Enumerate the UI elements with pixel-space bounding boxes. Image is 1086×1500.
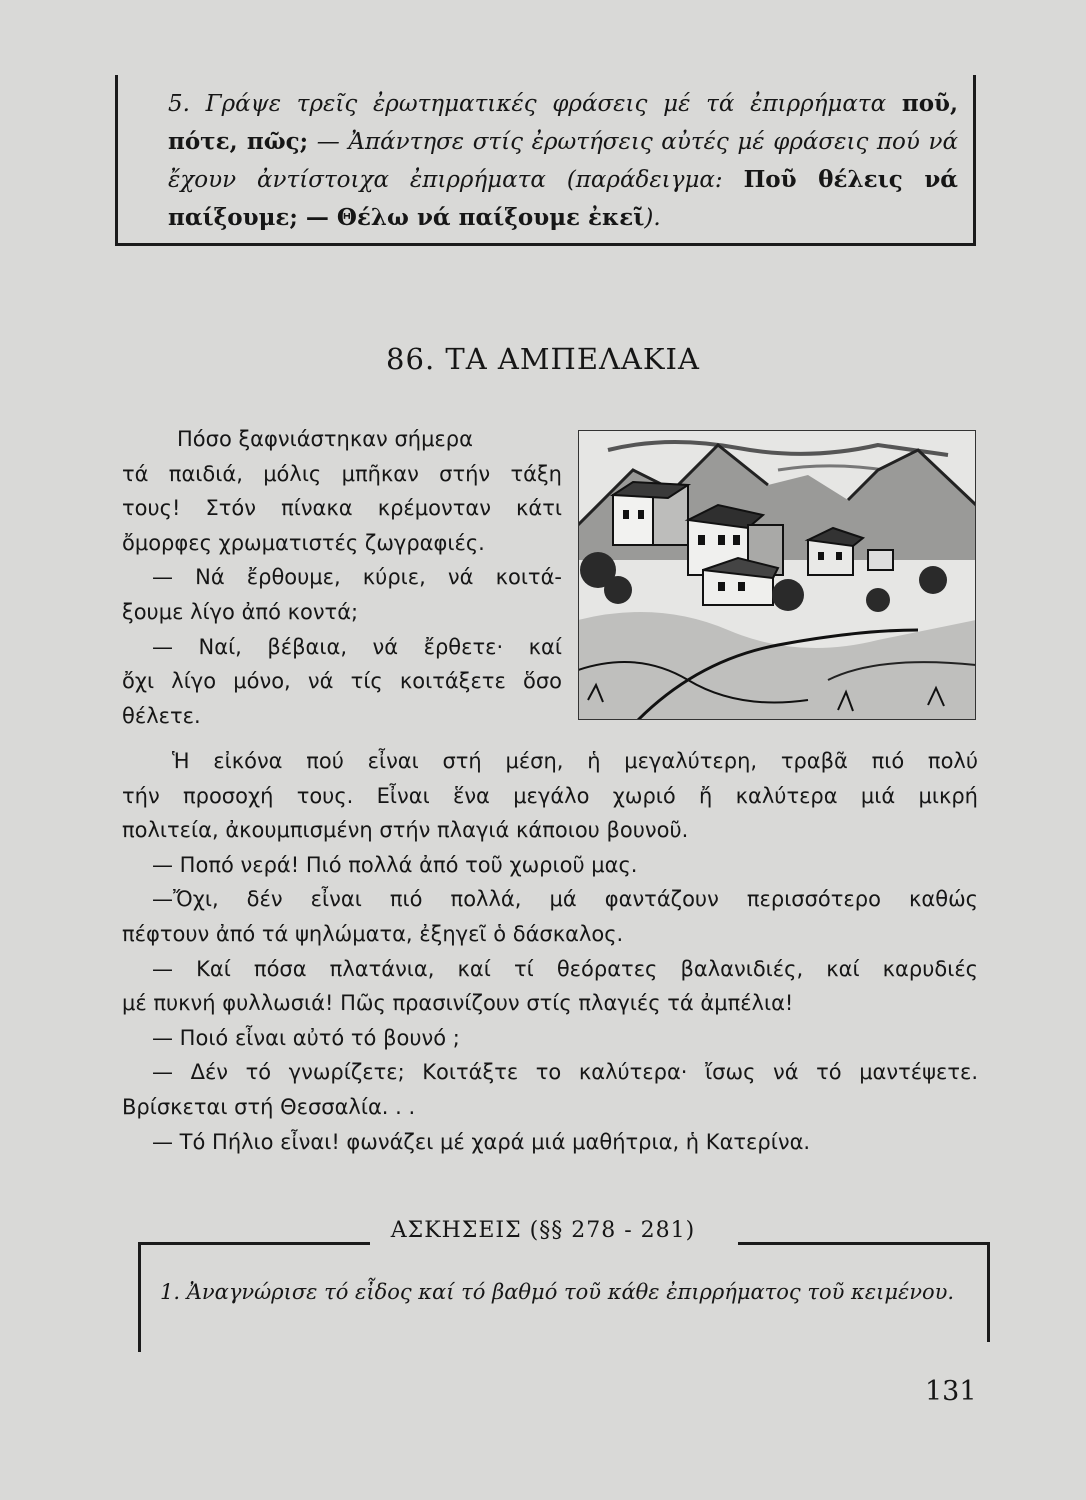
wide-line-5: —Ὄχι, δέν εἶναι πιό πολλά, μά φαντάζουν περισσότερο καθώς: [152, 887, 978, 912]
box-top-right-rule: [738, 1242, 990, 1245]
narrow-text-block: [122, 422, 562, 733]
narrow-line-2: τά παιδιά, μόλις μπῆκαν στήν τάξη: [122, 461, 562, 486]
narrow-line-5: — Νά ἔρθουμε, κύριε, νά κοιτά-: [152, 565, 562, 590]
wide-line-2: τήν προσοχή τους. Εἶναι ἕνα μεγάλο χωριό ἤ καλύτερα μιά μικρή: [122, 783, 978, 808]
box-top-left-rule: [138, 1242, 370, 1245]
exercise-5-part-1: Γράψε τρεῖς ἐρωτηματικές φράσεις μέ τά ἐπιρρήματα: [205, 91, 887, 117]
box-right-rule: [987, 1242, 990, 1342]
exercise-5-bold-2: Ποῦ θέλεις νά παίξουμε; — Θέλω νά παίξουμε ἐκεῖ: [168, 166, 958, 231]
page-number: 131: [925, 1376, 977, 1407]
narrow-line-3: τους! Στόν πίνακα κρέμονταν κάτι: [122, 496, 562, 521]
narrow-line-4: ὄμορφες χρωματιστές ζωγραφιές.: [122, 530, 485, 555]
exercise-5-part-2: — Ἀπάντησε στίς ἐρωτήσεις αὐτές μέ φράσεις πού νά ἔχουν ἀντίστοιχα ἐπιρρήματα (παράδειγμα:: [168, 129, 958, 193]
exercise-5-text: [168, 85, 958, 237]
wide-line-4: — Ποπό νερά! Πιό πολλά ἀπό τοῦ χωριοῦ μας.: [152, 852, 638, 877]
wide-line-8: μέ πυκνή φυλλωσιά! Πῶς πρασινίζουν στίς πλαγιές τά ἀμπέλια!: [122, 991, 794, 1016]
exercise-5-part-3: ).: [644, 205, 661, 231]
exercise-5-bold-1: ποῦ, πότε, πῶς;: [168, 90, 959, 155]
wide-line-3: πολιτεία, ἀκουμπισμένη στήν πλαγιά κάποιου βουνοῦ.: [122, 818, 689, 843]
wide-line-7: — Καί πόσα πλατάνια, καί τί θεόρατες βαλανιδιές, καί καρυδιές: [152, 956, 978, 981]
wide-line-1: Ἡ εἰκόνα πού εἶναι στή μέση, ἡ μεγαλύτερη, τραβᾶ πιό πολύ: [172, 749, 978, 773]
exercise-5-number: 5.: [168, 91, 190, 117]
wide-line-6: πέφτουν ἀπό τά ψηλώματα, ἐξηγεῖ ὁ δάσκαλος.: [122, 921, 624, 946]
exercise-1-box: [138, 1242, 990, 1352]
narrow-line-8: ὄχι λίγο μόνο, νά τίς κοιτάξετε ὅσο: [122, 669, 562, 694]
exercise-5-box: [115, 75, 976, 246]
wide-line-9: — Ποιό εἶναι αὐτό τό βουνό ;: [152, 1025, 460, 1050]
lesson-title: 86. ΤΑ ΑΜΠΕΛΑΚΙΑ: [386, 342, 700, 376]
wide-line-12: — Τό Πήλιο εἶναι! φωνάζει μέ χαρά μιά μαθήτρια, ἡ Κατερίνα.: [152, 1129, 811, 1154]
narrow-line-9: θέλετε.: [122, 703, 201, 728]
village-illustration: [578, 430, 976, 720]
narrow-line-7: — Ναί, βέβαια, νά ἔρθετε· καί: [152, 634, 562, 659]
wide-line-11: Βρίσκεται στή Θεσσαλία. . .: [122, 1094, 416, 1119]
narrow-line-1: Πόσο ξαφνιάστηκαν σήμερα: [177, 427, 473, 451]
exercises-heading: ΑΣΚΗΣΕΙΣ (§§ 278 - 281): [390, 1218, 696, 1243]
wide-line-10: — Δέν τό γνωρίζετε; Κοιτάξτε το καλύτερα· ἴσως νά τό μαντέψετε.: [152, 1060, 978, 1085]
narrow-line-6: ξουμε λίγο ἀπό κοντά;: [122, 599, 359, 624]
exercise-1-text: 1. Ἀναγνώρισε τό εἶδος καί τό βαθμό τοῦ κάθε ἐπιρρήματος τοῦ κειμένου.: [160, 1280, 955, 1304]
box-left-rule: [138, 1242, 141, 1352]
wide-text-block: [122, 744, 978, 1159]
